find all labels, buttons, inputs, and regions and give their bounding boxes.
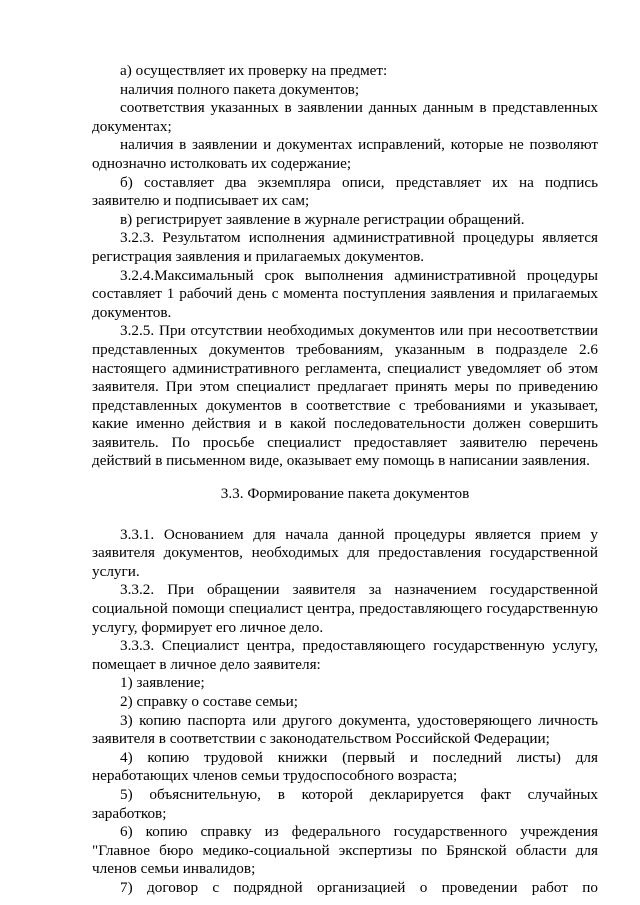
paragraph-3-3-3: 3.3.3. Специалист центра, предоставляющего государственную услугу, помещает в личное дело заявителя: [92,637,598,673]
paragraph-3-2-5: 3.2.5. При отсутствии необходимых документов или при несоответствии представленных документов требованиям, указанным в подразделе 2.6 настоящего административного регламента, специалист уведомляет об этом заявителя. При этом специалист предлагает принять меры по приведению представленных документов в соответствие с требованиями и указывает, какие именно действия и в какой последовательности должен совершить заявитель. По просьбе специалист предоставляет заявителю перечень действий в письменном виде, оказывает ему помощь в написании заявления. [92,322,598,470]
list-item-3: 3) копию паспорта или другого документа, удостоверяющего личность заявителя в соответствии с законодательством Российской Федерации; [92,711,598,748]
paragraph-3-3-2: 3.3.2. При обращении заявителя за назначением государственной социальной помощи специалист центра, предоставляющего государственную услугу, формирует его личное дело. [92,581,598,636]
paragraph-item-b: б) составляет два экземпляра описи, представляет их на подпись заявителю и подписывает их сам; [92,173,598,210]
paragraph-3-2-4: 3.2.4.Максимальный срок выполнения административной процедуры составляет 1 рабочий день с момента поступления заявления и прилагаемых документов. [92,266,598,321]
document-body [92,62,598,898]
list-item-4: 4) копию трудовой книжки (первый и последний листы) для неработающих членов семьи трудоспособного возраста; [92,748,598,785]
paragraph-item-v: в) регистрирует заявление в журнале регистрации обращений. [120,210,525,228]
paragraph-check-data-match: соответствия указанных в заявлении данных данным в представленных документах; [92,99,598,135]
list-item-1: 1) заявление; [120,674,205,692]
list-item-5: 5) объяснительную, в которой декларируется факт случайных заработков; [92,785,598,822]
paragraph-check-corrections: наличия в заявлении и документах исправлений, которые не позволяют однозначно истолковать их содержание; [92,136,598,172]
list-item-7: 7) договор с подрядной организацией о проведении работ по [120,878,598,896]
paragraph-item-a: а) осуществляет их проверку на предмет: [120,62,388,79]
paragraph-3-3-1: 3.3.1. Основанием для начала данной процедуры является прием у заявителя документов, необходимых для предоставления государственной услуги. [92,525,598,580]
list-item-2: 2) справку о составе семьи; [120,693,298,710]
list-item-6: 6) копию справку из федерального государственного учреждения "Главное бюро медико-социальной экспертизы по Брянской области для членов семьи инвалидов; [92,823,598,878]
paragraph-3-2-3: 3.2.3. Результатом исполнения административной процедуры является регистрация заявления и прилагаемых документов. [92,229,598,265]
paragraph-check-completeness: наличия полного пакета документов; [120,80,360,98]
section-heading: 3.3. Формирование пакета документов [220,485,470,503]
